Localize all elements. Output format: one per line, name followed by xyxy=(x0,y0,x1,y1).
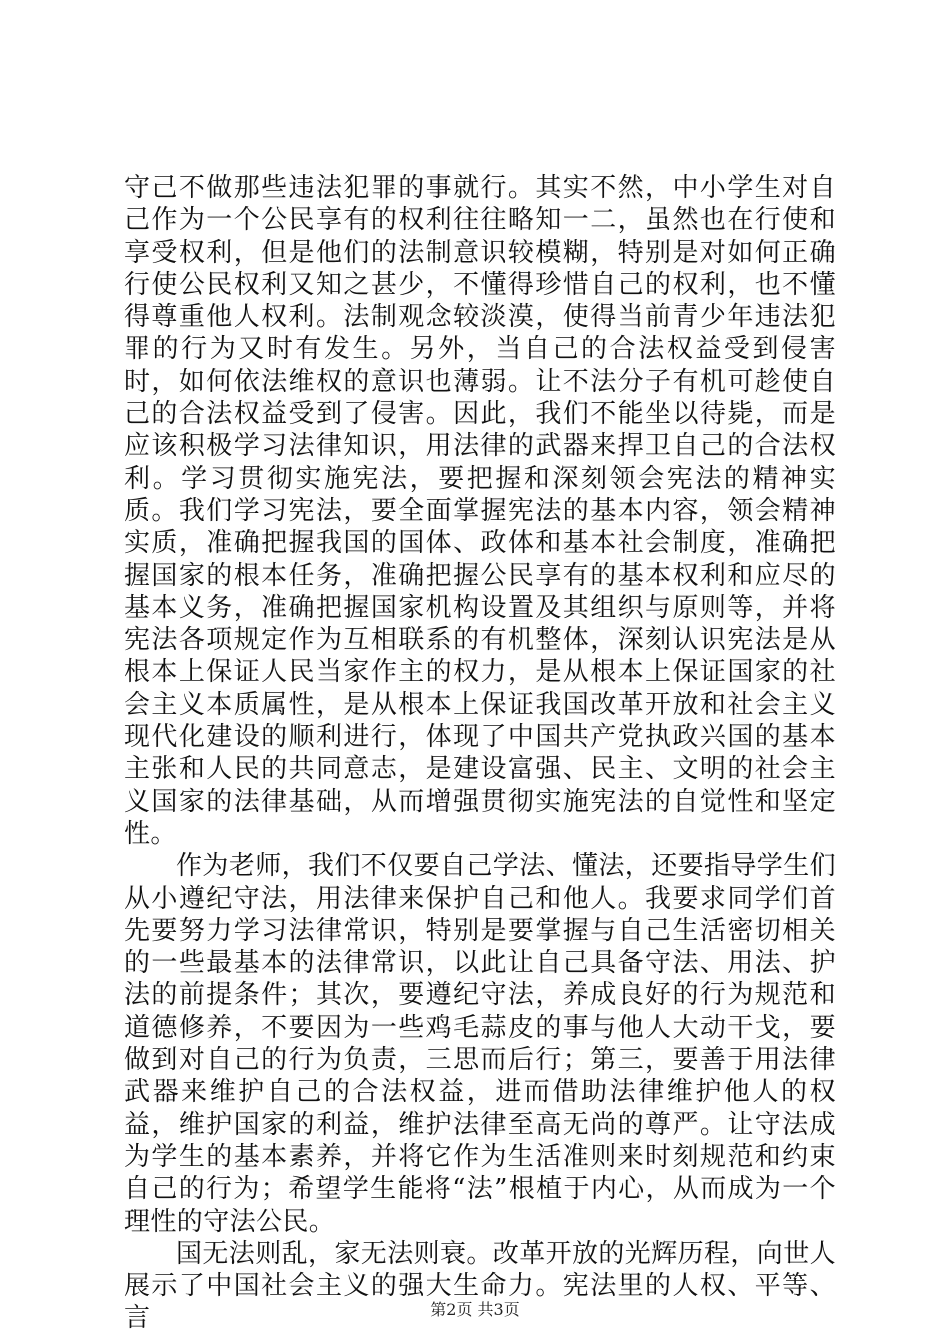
page-footer: 第2页 共3页 xyxy=(430,1300,520,1319)
paragraph-teacher-role: 作为老师，我们不仅要自己学法、懂法，还要指导学生们从小遵纪守法，用法律来保护自己和他人。我要求同学们首先要努力学习法律常识，特别是要掌握与自己生活密切相关的一些最基本的法律常识，以此让自己具备守法、用法、护法的前提条件；其次，要遵纪守法，养成良好的行为规范和道德修养，不要因为一些鸡毛蒜皮的事与他人大动干戈，要做到对自己的行为负责，三思而后行；第三，要善于用法律武器来维护自己的合法权益，进而借助法律维护他人的权益，维护国家的利益，维护法律至高无尚的尊严。让守法成为学生的基本素养，并将它作为生活准则来时刻规范和约束自己的行为；希望学生能将“法”根植于内心，从而成为一个理性的守法公民。 xyxy=(124,851,837,1237)
body-text xyxy=(124,172,836,1335)
paragraph-rule-of-law: 国无法则乱，家无法则衰。改革开放的光辉历程，向世人展示了中国社会主义的强大生命力。宪法里的人权、平等、言 xyxy=(124,1238,837,1334)
paragraph-continued: 守己不做那些违法犯罪的事就行。其实不然，中小学生对自己作为一个公民享有的权利往往略知一二，虽然也在行使和享受权利，但是他们的法制意识较模糊，特别是对如何正确行使公民权利又知之甚少，不懂得珍惜自己的权利，也不懂得尊重他人权利。法制观念较淡漠，使得当前青少年违法犯罪的行为又时有发生。另外，当自己的合法权益受到侵害时，如何依法维权的意识也薄弱。让不法分子有机可趁使自己的合法权益受到了侵害。因此，我们不能坐以待毙，而是应该积极学习法律知识，用法律的武器来捍卫自己的合法权利。学习贯彻实施宪法，要把握和深刻领会宪法的精神实质。我们学习宪法，要全面掌握宪法的基本内容，领会精神实质，准确把握我国的国体、政体和基本社会制度，准确把握国家的根本任务，准确把握公民享有的基本权利和应尽的基本义务，准确把握国家机构设置及其组织与原则等，并将宪法各项规定作为互相联系的有机整体，深刻认识宪法是从根本上保证人民当家作主的权力，是从根本上保证国家的社会主义本质属性，是从根本上保证我国改革开放和社会主义现代化建设的顺利进行，体现了中国共产党执政兴国的基本主张和人民的共同意志，是建设富强、民主、文明的社会主义国家的法律基础，从而增强贯彻实施宪法的自觉性和坚定性。 xyxy=(124,173,836,849)
